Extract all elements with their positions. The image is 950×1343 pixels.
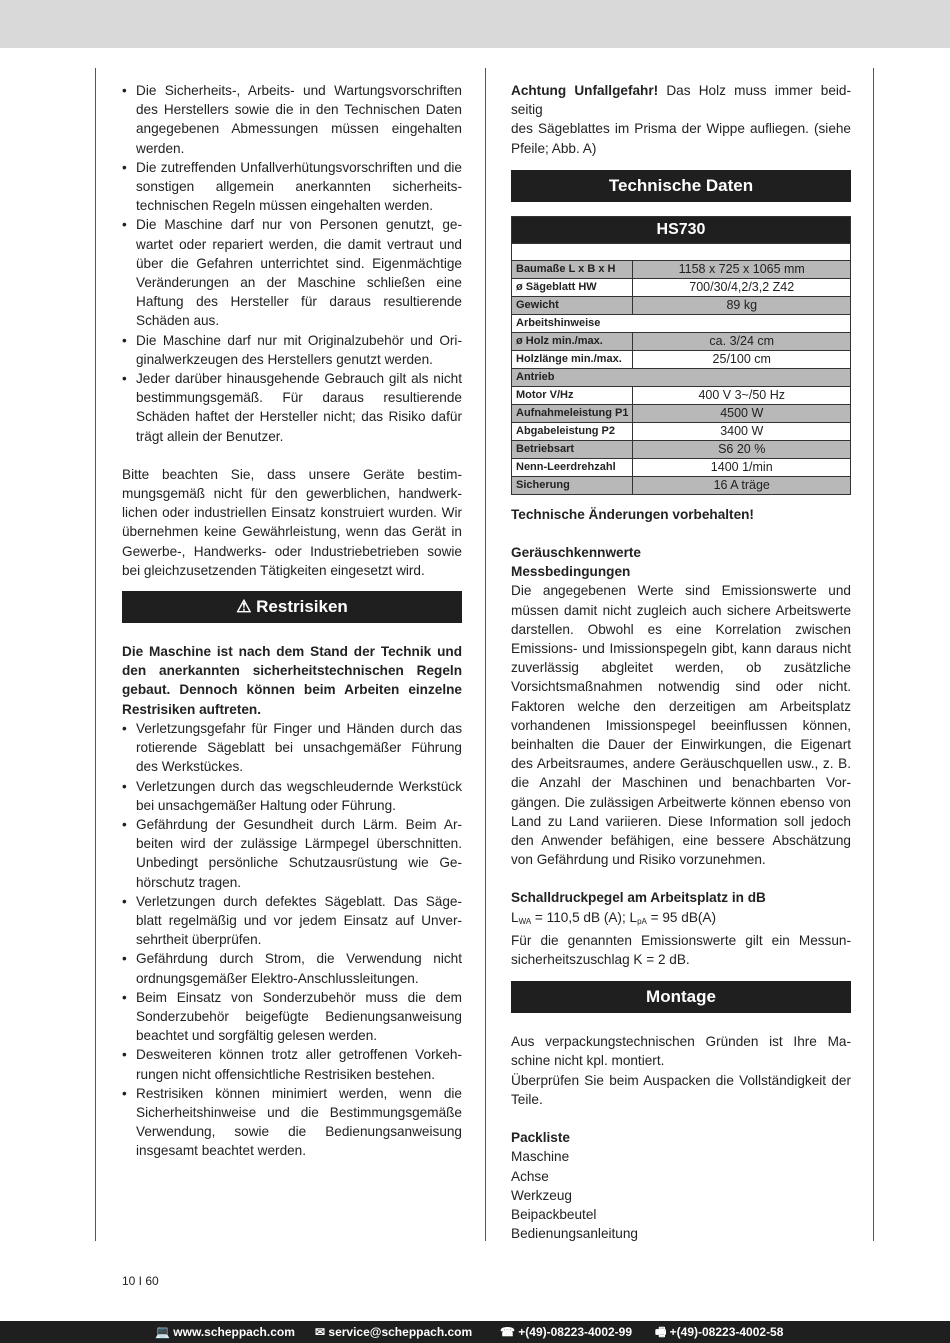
spec-group-label: Arbeitshinweise <box>512 314 851 332</box>
spec-value: 16 A träge <box>633 476 851 494</box>
montage-text: Aus verpackungstechnischen Gründen ist Ihre Maschine nicht kpl. montiert. <box>511 1034 851 1069</box>
spec-row <box>512 440 851 458</box>
phone-number: ☎ +(49)-08223-4002-99 <box>500 1325 633 1339</box>
spec-row <box>512 476 851 494</box>
spec-value: 3400 W <box>633 422 851 440</box>
spec-row <box>512 404 851 422</box>
spec-table <box>511 216 851 495</box>
spec-label: Betriebsart <box>512 440 633 458</box>
spec-label: ø Holz min./max. <box>512 332 633 350</box>
spec-row <box>512 278 851 296</box>
warning-text-continued: des Sägeblattes im Prisma der Wippe aufliegen. (siehe Pfeile; Abb. A) <box>511 121 851 156</box>
list-item: • Die Sicherheits-, Arbeits- und Wartungsvorschriften des Herstellers sowie die in den Technischen Daten angegebenen Abmessungen müssen eingehalten werden. <box>122 81 462 158</box>
spec-value: 25/100 cm <box>633 350 851 368</box>
email-link[interactable]: ✉ service@scheppach.com <box>315 1325 473 1339</box>
right-margin-rule <box>873 68 874 1241</box>
lwa-value: = 110,5 dB (A); <box>531 909 630 925</box>
spec-value: 4500 W <box>633 404 851 422</box>
list-item: • Verletzungen durch defektes Sägeblatt. Das Sägeblatt regelmäßig und vor jedem Einsatz auf Unversehrtheit überprüfen. <box>122 892 462 950</box>
spec-value: 700/30/4,2/3,2 Z42 <box>633 278 851 296</box>
blank-row <box>512 243 851 260</box>
restrisiken-intro: Die Maschine ist nach dem Stand der Technik und den anerkannten sicherheitstechnischen Regeln gebaut. Dennoch können beim Arbeiten einzelne Restrisiken auftreten. <box>122 644 462 717</box>
list-item: • Beim Einsatz von Sonderzubehör muss die dem Sonderzubehör beigefügte Bedienungsanweisung beachtet und sorgfältig gelesen werden. <box>122 988 462 1046</box>
noise-paragraph: Die angegebenen Werte sind Emissionswerte und müssen damit nicht zugleich auch sichere Arbeitswerte darstellen. Obwohl es eine Korrelation zwischen Emissions- und Imissionspegeln gibt, kann daraus nicht zuverlässig abgleitet werden, ob zusätzliche Vorsichtsmaßnahmen notwendig sind oder nicht. Faktoren welche den derzeitigen am Arbeitsplatz vorhandenen Imissionspegel beeinflussen können, beinhalten die Dauer der Einwirkungen, die Eigenart des Arbeitsraumes, andere Geräuschquellen usw., z. B. die Anzahl der Maschinen und benachbarten Vorgängen. Die zulässigen Arbeitwerte können ebenso von Land zu Land variieren. Diese Information soll jedoch den Anwender befähigen, eine bessere Abschätzung von Gefährdung und Risiko vorzunehmen. <box>511 583 851 868</box>
list-item: • Verletzungsgefahr für Finger und Händen durch das rotierende Sägeblatt bei unsachgemäßer Führung des Werkstückes. <box>122 719 462 777</box>
spec-row <box>512 368 851 386</box>
intended-use-paragraph: Bitte beachten Sie, dass unsere Geräte bestimmungsgemäß nicht für den gewerblichen, handwerklichen oder industriellen Einsatz konstruiert wurden. Wir übernehmen keine Gewährleistung, wenn das Gerät in Gewerbe-, Handwerks- oder Industriebetrieben sowie bei gleichzusetzenden Tätigkeiten eingesetzt wird. <box>122 466 462 578</box>
list-item: • Gefährdung der Gesundheit durch Lärm. Beim Arbeiten wird der zulässige Lärmpegel überschnitten. Unbedingt persönliche Schutzausrüstung wie Gehörschutz tragen. <box>122 815 462 892</box>
spec-value: 1158 x 725 x 1065 mm <box>633 260 851 278</box>
top-header-bar <box>0 0 950 48</box>
residual-risks-list <box>122 719 462 1161</box>
spec-value: 1400 1/min <box>633 458 851 476</box>
spec-row <box>512 332 851 350</box>
spec-value: ca. 3/24 cm <box>633 332 851 350</box>
sound-uncertainty-note: Für die genannten Emissionswerte gilt ein Messunsicherheitszuschlag K = 2 dB. <box>511 932 851 968</box>
spec-label: Holzlänge min./max. <box>512 350 633 368</box>
list-item: • Verletzungen durch das wegschleudernde Werkstück bei unsachgemäßer Haltung oder Führung. <box>122 777 462 815</box>
warning-label: Achtung Unfallgefahr! <box>511 83 659 98</box>
packliste-heading: Packliste <box>511 1130 570 1146</box>
list-item: • Die Maschine darf nur mit Originalzubehör und Originalwerkzeugen des Herstellers genutzt werden. <box>122 331 462 369</box>
right-column <box>511 81 851 1243</box>
sound-pressure-heading: Schalldruckpegel am Arbeitsplatz in dB <box>511 890 766 906</box>
spec-row <box>512 458 851 476</box>
spec-value: S6 20 % <box>633 440 851 458</box>
measurement-heading: Messbedingungen <box>511 564 631 580</box>
packliste-item: Beipackbeutel <box>511 1206 597 1222</box>
spec-label: Abgabeleistung P2 <box>512 422 633 440</box>
spec-label: Motor V/Hz <box>512 386 633 404</box>
spec-label: Aufnahmeleistung P1 <box>512 404 633 422</box>
left-column <box>122 81 462 1161</box>
list-item: • Jeder darüber hinausgehende Gebrauch gilt als nicht bestimmungsgemäß. Für daraus resultierende Schäden haftet der Hersteller nicht; das Risiko dafür trägt allein der Benutzer. <box>122 369 462 446</box>
safety-rules-list <box>122 81 462 446</box>
spec-row <box>512 314 851 332</box>
left-margin-rule <box>95 68 96 1241</box>
spec-value: 89 kg <box>633 296 851 314</box>
spec-row <box>512 422 851 440</box>
spec-row <box>512 350 851 368</box>
lpa-subscript: pA <box>637 916 647 926</box>
footer-bar <box>0 1321 950 1343</box>
column-divider <box>485 68 486 1241</box>
packliste-item: Werkzeug <box>511 1187 572 1203</box>
packliste-item: Maschine <box>511 1149 570 1165</box>
montage-check-text: Überprüfen Sie beim Auspacken die Vollständigkeit der Teile. <box>511 1072 851 1107</box>
spec-label: Nenn-Leerdrehzahl <box>512 458 633 476</box>
restrisiken-heading: ⚠ Restrisiken <box>122 591 462 623</box>
spec-label: Sicherung <box>512 476 633 494</box>
spec-row <box>512 260 851 278</box>
technische-daten-heading: Technische Daten <box>511 170 851 202</box>
sound-values <box>511 908 851 931</box>
lwa-subscript: WA <box>518 916 532 926</box>
spec-value: 400 V 3~/50 Hz <box>633 386 851 404</box>
list-item: • Gefährdung durch Strom, die Verwendung nicht ordnungsgemäßer Elektro-Anschlussleitungen. <box>122 949 462 987</box>
fax-number: 🖷 +(49)-08223-4002-58 <box>655 1325 784 1339</box>
list-item: • Desweiteren können trotz aller getroffenen Vorkehrungen nicht offensichtliche Restrisiken bestehen. <box>122 1045 462 1083</box>
list-item: • Die Maschine darf nur von Personen genutzt, gewartet oder repariert werden, die damit vertraut und über die Gefahren unterrichtet sind. Eigenmächtige Veränderungen an der Maschine schließen eine Haftung des Hersteller für daraus resultierende Schäden aus. <box>122 215 462 330</box>
spec-row <box>512 386 851 404</box>
packliste-item: Bedienungsanleitung <box>511 1226 638 1242</box>
packliste-item: Achse <box>511 1168 549 1184</box>
website-link[interactable]: 💻 www.scheppach.com <box>155 1325 295 1339</box>
list-item: • Die zutreffenden Unfallverhütungsvorschriften und die sonstigen allgemein anerkannten sicherheitstechnischen Regeln müssen eingehalten werden. <box>122 158 462 216</box>
spec-label: Gewicht <box>512 296 633 314</box>
lwa-symbol: L <box>511 909 519 925</box>
changes-note: Technische Änderungen vorbehalten! <box>511 506 754 522</box>
model-name: HS730 <box>512 216 851 243</box>
page-number: 10 I 60 <box>122 1274 159 1288</box>
spec-row <box>512 296 851 314</box>
warning-text: Das Holz muss immer beidseitig <box>511 83 851 118</box>
spec-label: Baumaße L x B x H <box>512 260 633 278</box>
list-item: • Restrisiken können minimiert werden, wenn die Sicherheitshinweise und die Bestimmungsgemäße Verwendung, sowie die Bedienungsanweisung insgesamt beachtet werden. <box>122 1084 462 1161</box>
spec-label: ø Sägeblatt HW <box>512 278 633 296</box>
lpa-value: = 95 dB(A) <box>646 909 717 925</box>
lpa-symbol: L <box>629 909 638 925</box>
noise-heading: Geräuschkennwerte <box>511 545 641 561</box>
montage-heading: Montage <box>511 981 851 1013</box>
accident-warning <box>511 81 851 119</box>
spec-group-label: Antrieb <box>512 368 851 386</box>
